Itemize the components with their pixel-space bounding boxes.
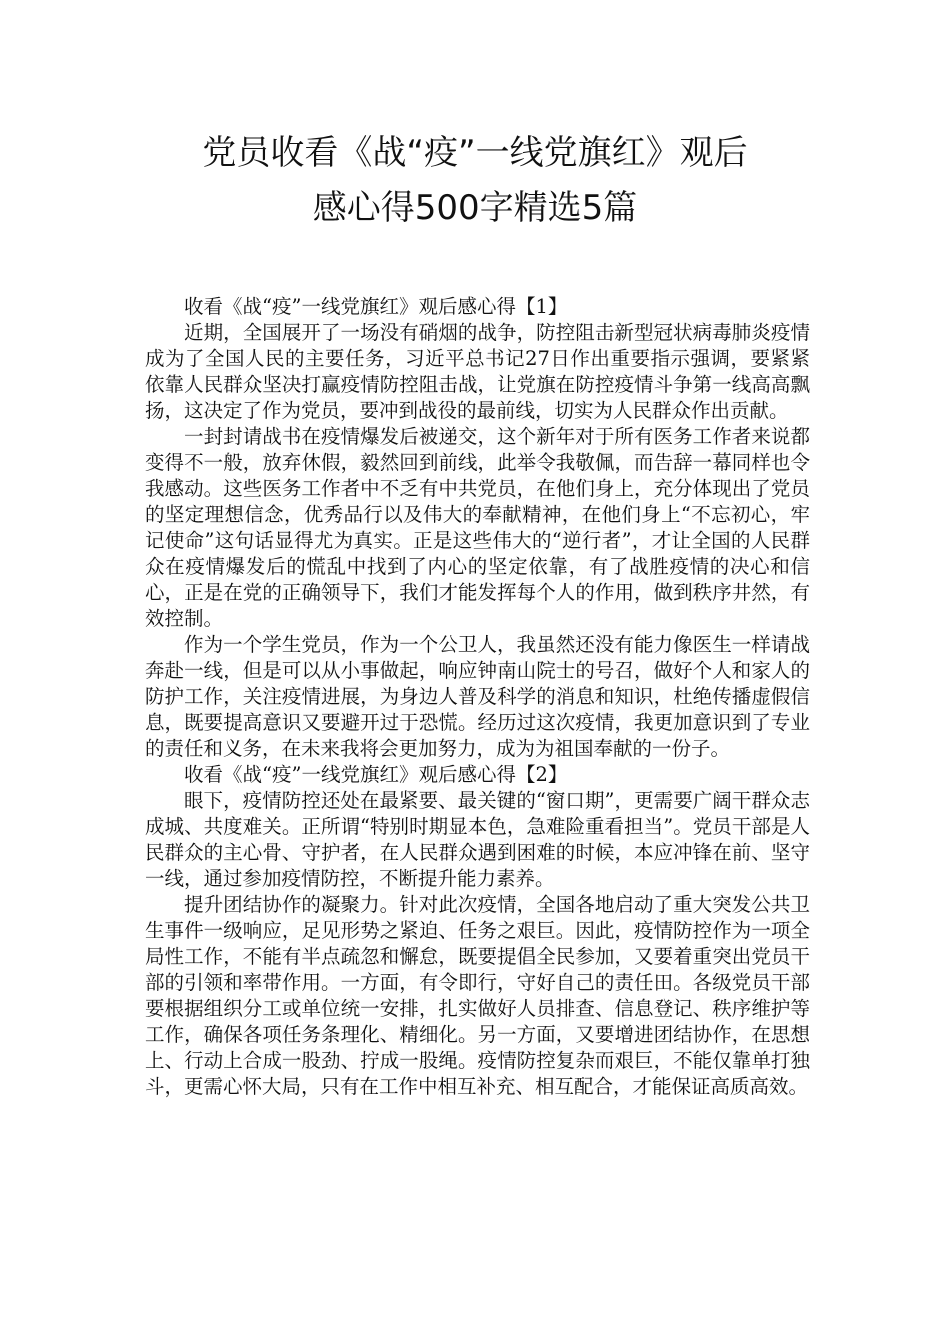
section-1-paragraph-1: 近期，全国展开了一场没有硝烟的战争，防控阻击新型冠状病毒肺炎疫情成为了全国人民的主要任务，习近平总书记27日作出重要指示强调，要紧紧依靠人民群众坚决打赢疫情防控阻击战，让党旗在防控疫情斗争第一线高高飘扬，这决定了作为党员，要冲到战役的最前线，切实为人民群众作出贡献。 [145,321,810,422]
document-title [120,126,830,236]
section-2-paragraph-1: 眼下，疫情防控还处在最紧要、最关键的“窗口期”，更需要广阔干群众志成城、共度难关。正所谓“特别时期显本色，急难险重看担当”。党员干部是人民群众的主心骨、守护者，在人民群众遇到困难的时候，本应冲锋在前、坚守一线，通过参加疫情防控，不断提升能力素养。 [145,789,810,890]
title-line-1: 党员收看《战“疫”一线党旗红》观后 [202,133,748,173]
section-2-paragraph-2: 提升团结协作的凝聚力。针对此次疫情，全国各地启动了重大突发公共卫生事件一级响应，足见形势之紧迫、任务之艰巨。因此，疫情防控作为一项全局性工作，不能有半点疏忽和懈怠，既要提倡全民参加，又要着重突出党员干部的引领和率带作用。一方面，有令即行，守好自己的责任田。各级党员干部要根据组织分工或单位统一安排，扎实做好人员排查、信息登记、秩序维护等工作，确保各项任务条理化、精细化。另一方面，又要增进团结协作，在思想上、行动上合成一股劲、拧成一股绳。疫情防控复杂而艰巨，不能仅靠单打独斗，更需心怀大局，只有在工作中相互补充、相互配合，才能保证高质高效。 [145,893,810,1098]
section-1-paragraph-2: 一封封请战书在疫情爆发后被递交，这个新年对于所有医务工作者来说都变得不一般，放弃休假，毅然回到前线，此举令我敬佩，而告辞一幕同样也令我感动。这些医务工作者中不乏有中共党员，在他们身上，充分体现出了党员的坚定理想信念，优秀品行以及伟大的奉献精神，在他们身上“不忘初心，牢记使命”这句话显得尤为真实。正是这些伟大的“逆行者”，才让全国的人民群众在疫情爆发后的慌乱中找到了内心的坚定依靠，有了战胜疫情的决心和信心，正是在党的正确领导下，我们才能发挥每个人的作用，做到秩序井然，有效控制。 [145,425,810,630]
section-1-heading: 收看《战“疫”一线党旗红》观后感心得【1】 [184,295,568,318]
section-2-heading: 收看《战“疫”一线党旗红》观后感心得【2】 [184,763,568,786]
document-body [145,294,810,1100]
title-line-2: 感心得500字精选5篇 [312,188,638,228]
section-1-paragraph-3: 作为一个学生党员，作为一个公卫人，我虽然还没有能力像医生一样请战奔赴一线，但是可以从小事做起，响应钟南山院士的号召，做好个人和家人的防护工作，关注疫情进展，为身边人普及科学的消息和知识，杜绝传播虚假信息，既要提高意识又要避开过于恐慌。经历过这次疫情，我更加意识到了专业的责任和义务，在未来我将会更加努力，成为为祖国奉献的一份子。 [145,633,810,760]
